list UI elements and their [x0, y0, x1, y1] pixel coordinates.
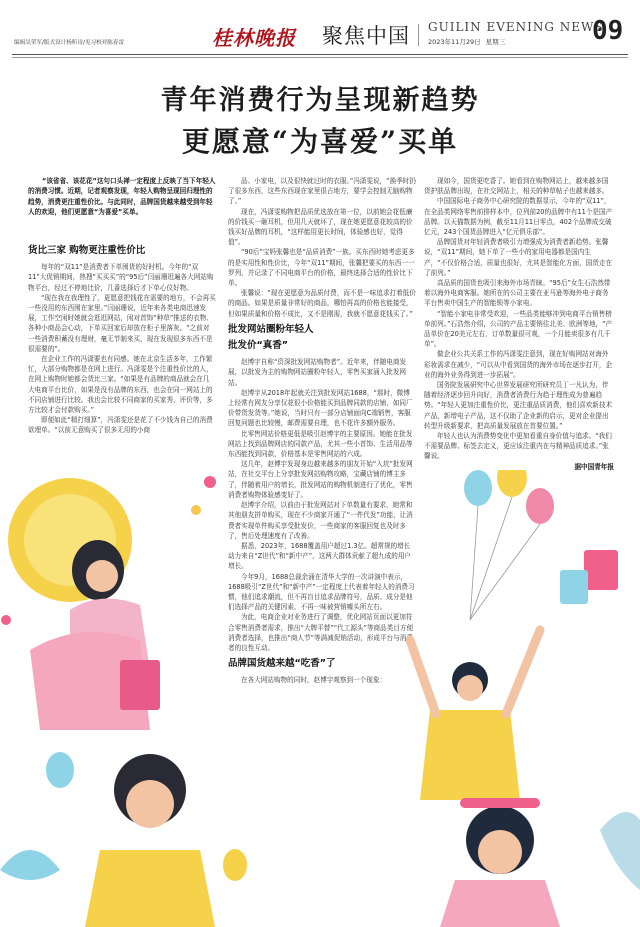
paragraph: 赵博宇自称“资深批发网站购物者”。近年来，伴随电商发展，以批发为主的购物网站圈粉年轻人，零售买家涌入批发网站。	[228, 358, 407, 387]
header-divider	[418, 24, 419, 46]
paragraph: 在企业工作的冯潇要也有同感。她在北京生活多年，工作繁忙，大部分购物都是在网上进行。冯潇雯是个注重性价比的人，在网上购物时她都会货比三家。“如果是有品牌的商品就会在几大电商平台比价，如果是没有品牌的东西，也会在同一网站上的不同店铺进行比较。我也会比较不同商家的买家秀，评价等，多方比较才会付款购买。”	[28, 355, 213, 415]
paragraph: 今年9月，1688总裁余涌在清华大学的一次讲演中表示，1688吸引“Z世代”和“新中产”一定程度上代表着年轻人的消费习惯，他们追求潮流，但不再盲目追求品牌符号，品质、成分是他们选择产品的关键因素，不再一味被营销噱头所左右。	[228, 572, 415, 612]
issue-date	[428, 37, 510, 46]
masthead	[0, 0, 640, 56]
paragraph: 现如今，国货更吃香了。她看到在购物网站上，越来越多国货护肤品牌出现，在社交网站上，相关的种草帖子也越来越多。	[424, 177, 609, 196]
paragraph: 中国国际电子商务中心研究院的数据显示，今年的“双11”，在全品类网络零售前排样本中，位列前20的品牌中有11个是国产品牌。以天猫数据为例，截至11月11日零点，402个品牌成交破亿元，243个国货品牌进入“亿元俱乐部”。	[424, 197, 613, 237]
paragraph: 高品质的国货也吸引来海外市场青睐。“95后”女生石浩然带着以海外电商客服。她所在的公司主要在亚马逊等海外电子商务平台售卖中国生产的智能锁等小家电。	[424, 279, 611, 308]
paragraph: 年轻人也认为消费势变化中更加看重自身价值与追求。“我们不需要品牌、标签去定义，更应该注重内在与精神品质追求。”张馨说。	[424, 432, 612, 461]
editor-credits: 编辑吴荣军/版式设计杨昕诗/见习校对陈春雷	[14, 40, 125, 46]
headline-line-1: 青年消费行为呈现新趋势	[160, 85, 480, 116]
paragraph: “现在我在我理性了，更愿意把钱花在需要的地方，不会再买一些没用的东西囤在家里。”闫丽珊说，近年来各类电商迅速发展，工作空闲时她就会逛逛网站，闲对首饰“种草”推送的衣物、各种小商品会心动，下单买回家后却放在柜子里落灰。“之前对一些消费积蓄没有理财，毫无节制来买，现在发现很多东西不是很需要的”。	[28, 293, 216, 353]
paragraph: 赵博宇从2018年起就关注到批发网站1688，“那时，微博上经常有网友分享仅花很小价格能买到品牌同款的店铺，如同厂价带货发货等。”她说，当时只有一部分店铺面向C端销售，客服回复问题也比较慢，邮费需要自理，也不花许多额外服务。	[228, 388, 413, 428]
column-3	[424, 176, 614, 472]
section-title: 聚焦中国	[322, 24, 410, 48]
balloons-icon	[464, 470, 554, 620]
paragraph: “智能小家电非常受欢迎，一些品类能够冲到电商平台销售榜单前列。”石浩然介绍，公司的产品主要销往北美、欧洲等地，“产品单价在20美元左右，订单数量很可观，一个月能卖很多有几千单”。	[424, 309, 613, 349]
paragraph: 做企业公共关系工作的冯潇雯注意到，现在好购网站对海外彩妆需求在减少，“可以从中看到国货的海外市场在逐步打开，企业的海外业务得到进一步拓展”。	[424, 350, 613, 379]
page-number: 09	[592, 16, 624, 46]
headline-line-2: 更愿意“为喜爱”买单	[181, 125, 459, 158]
paragraph: 张馨说：“现在更愿意为品质付费，而不是一味追求打着低价的商品。如果是质量非常好的商品，哪怕再高的价格也能接受，但如果质量和价格不成比，又不是刚需，我就不愿意花钱买了。”	[228, 289, 416, 318]
column-1	[28, 240, 216, 436]
paragraph: “90后”宝妈张馨也是“品质消费”一族。买东西时她考虑更多的是实用性和性价比，今年“双11”期间，张馨把要买的东西一一罗列，并记录了不同电商平台的价格，最终选择合适的性价比下单。	[228, 248, 415, 288]
woman-with-headphones-figure	[440, 798, 560, 927]
woman-with-sunhat-figure	[8, 478, 160, 730]
subhead-value-for-money: 货比三家 购物更注重性价比	[28, 245, 146, 256]
weekday-text: 星期三	[485, 38, 506, 46]
paragraph: 在各大网站购物的同时，赵博宇观察到一个现象：	[241, 676, 387, 685]
date-text: 2023年11月29日	[428, 38, 481, 46]
paragraph: 现在，冯潇雯购物把品质优选放在第一位，以前她会花低廉的价钱买一砸耳机，但用几天就坏了，现在她更愿意花较高的价钱买好品牌的耳机，“这样能用更长时间，体验感也好，觉得值”。	[228, 207, 413, 247]
subhead-domestic-brands: 品牌国货越来越“吃香”了	[228, 658, 336, 670]
header-rule	[12, 54, 628, 55]
paragraph: 品牌国货对年轻消费者吸引力增强成为消费者新趋势。张馨说，“双11”期间，她下单了一些小的家用电器都是国内生产，“不仅价格合适，质量也很好，尤其是智能化方面，国货走在了前列。”	[424, 238, 613, 277]
paragraph: 品、小家电，以及很快就过时的衣服。”冯潇雯说，“换季时扔了很多东西，这些东西现在家里很占地方，要学会控制无脑购物了。”	[228, 177, 416, 206]
paragraph: 据悉，2023年，1688覆盖用户超过1.3亿。超常规的增长动力来自“Z世代”和“新中产”，这两大群体贡献了超九成的用户增长。	[228, 541, 412, 571]
shopping-illustration	[0, 470, 640, 927]
subhead-wholesale-sites: 批发网站圈粉年轻人	[228, 323, 314, 335]
paragraph: 即便如此“精打细算”，冯潇雯还是花了不少钱为自己的消费欲埋单。“以前无意购买了很多无用的小商	[28, 416, 213, 435]
newspaper-logo: 桂林晚报	[212, 26, 296, 50]
paragraph: 为此，电商企业对业务进行了调整，优化网站页面以更加符合零售消费者需求，推出“大牌平替”“代工源头”等商品类目方便消费者选择，也推出“商人节”等满减促销活动，形成平台与消费者的良性互动。	[228, 613, 414, 652]
paragraph: 这几年，赵博宇发现身边越来越多的朋友开始“入坑”批发网站，在社交平台上分享批发网站购物攻略，宝藏店铺的博主多了，伴随着用户的增长，批发网站的购物机制进行了优化，零售消费者购物体验感变好了。	[228, 460, 413, 499]
paragraph: 赵博宇介绍，以前由于批发网站对下单数量有要求，她常和其他朋友拼单购买，现在不少商家开通了“一件代发”功能，让消费者实现单件购买享受批发价，一些商家的客服回复也及时多了，售后处理速度有了改善。	[228, 501, 413, 540]
girl-with-maracas-figure	[46, 752, 247, 927]
lead-paragraph: “该省省、该花花”这句口头禅一定程度上反映了当下年轻人的消费习惯。近期，记者观察发现，年轻人购物呈现回归理性的趋势，消费更注重性价比。与此同时，品牌国货越来越受到年轻人的欢迎，他们更愿意“为喜爱”买单。	[28, 177, 216, 216]
paragraph: 比零售网站价格更低是吸引赵博宇的主要原因。她能在批发网站上找到品牌网店的同款产品，尤其一些小首饰、生活用品等东西能找到同款，价格基本是零售网站的六成。	[228, 429, 413, 459]
paper-name-english: GUILIN EVENING NEWS	[428, 20, 604, 34]
paragraph: 国务院发展研究中心世界发展研究所研究员丁一凡认为，伴随着经济逐步回升向好，消费者消费行为趋于理性成为普遍趋势。“年轻人更加注重性价比，更注重品质消费，他们喜欢新技术产品，新增电子产品，这不仅助了企业新的启示，更对企业提出转型升级新要求，把高质量发展放在首要位置。”	[424, 381, 613, 430]
header-rule-thin	[12, 57, 628, 58]
cheering-man-figure	[410, 550, 618, 800]
paragraph: 每年的“双11”是消费者下单囤货的好时机。今年的“双11”大促销期间，热搜“买买买”的“95后”闫丽珊逛遍各大网站购物平台，经过不停地比价，几番选择后才下单心仪好物。	[28, 263, 214, 292]
byline-text: 据中国青年报	[574, 462, 614, 471]
subhead-wholesale-price: 批发价“真香”	[228, 340, 288, 352]
